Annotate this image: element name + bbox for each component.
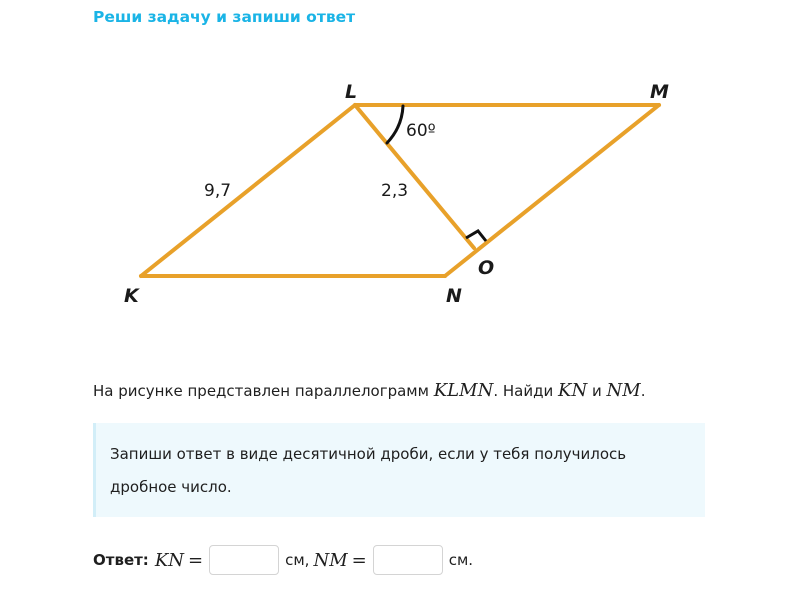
- hint-text: Запиши ответ в виде десятичной дроби, если у тебя получилось дробное число.: [110, 445, 627, 496]
- statement-conjunction: и: [591, 382, 602, 400]
- segment-LO-length-label: 2,3: [381, 181, 409, 201]
- answer-label: Ответ:: [93, 551, 149, 569]
- statement-text-before: На рисунке представлен параллелограмм: [93, 382, 429, 400]
- unknown-1-math: KN: [558, 380, 588, 401]
- answer-equals-2: =: [351, 549, 367, 571]
- angle-value-label: 60º: [406, 121, 436, 141]
- answer-input-NM[interactable]: [373, 545, 443, 575]
- side-KL-length-label: 9,7: [204, 181, 232, 201]
- angle-arc: [387, 106, 403, 143]
- answer-var-2: NM: [313, 549, 348, 571]
- vertex-label-O: O: [478, 257, 495, 279]
- vertex-label-M: M: [650, 81, 669, 103]
- side-KL: [141, 105, 355, 276]
- unknown-2-math: NM: [606, 380, 641, 401]
- vertex-label-N: N: [446, 285, 462, 307]
- answer-var-1: KN: [154, 549, 185, 571]
- answer-input-KN[interactable]: [209, 545, 279, 575]
- statement-text-end: .: [640, 382, 646, 400]
- hint-box: [93, 423, 705, 517]
- figure-name-math: KLMN: [433, 380, 494, 401]
- answer-equals-1: =: [188, 549, 204, 571]
- vertex-label-L: L: [345, 81, 358, 103]
- problem-statement: [93, 380, 645, 401]
- vertex-label-K: K: [124, 285, 139, 307]
- answer-unit-1: см,: [285, 551, 310, 569]
- statement-text-middle: . Найди: [493, 382, 554, 400]
- answer-unit-2: см.: [448, 551, 474, 569]
- side-MN: [445, 105, 659, 276]
- answer-row: [93, 544, 477, 576]
- task-title: Реши задачу и запиши ответ: [93, 8, 356, 26]
